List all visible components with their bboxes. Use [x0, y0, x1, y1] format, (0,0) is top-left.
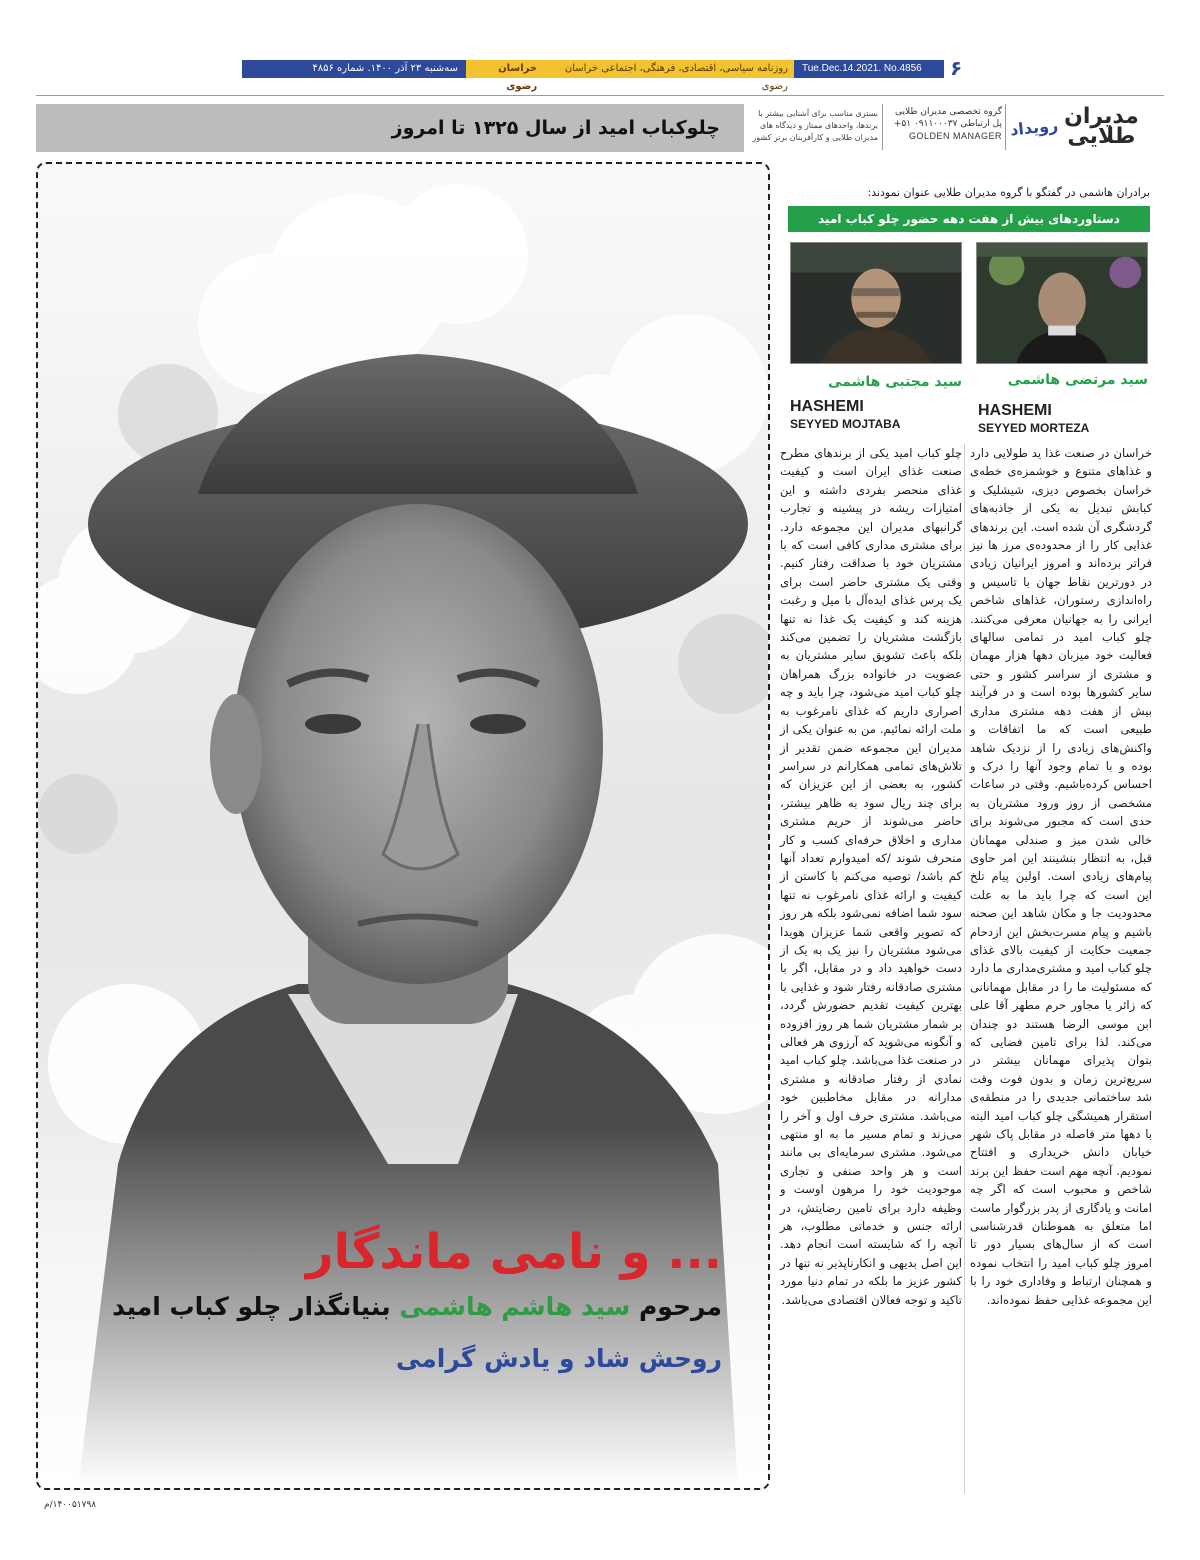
logo-main-text	[1064, 104, 1139, 149]
name-fa-mojtaba: سید مجتبی هاشمی	[828, 374, 962, 390]
article-headline: دستاوردهای بیش از هفت دهه حضور چلو کباب امید	[788, 206, 1150, 232]
newspaper-tagline-box	[466, 60, 794, 92]
founder-portrait-photo	[38, 164, 768, 1488]
page-number: ۶	[950, 56, 963, 80]
column-divider	[964, 444, 965, 1494]
logo-line-2: طلایی	[1067, 124, 1136, 149]
group-phone: پل ارتباطی ۰۹۱۱۰۰۰۳۷ ۵۱+	[893, 119, 1002, 129]
poster-suffix: بنیانگذار چلو کباب امید	[112, 1292, 391, 1321]
date-en: Tue.Dec.14.2021. No.4856	[794, 60, 944, 78]
poster-founder-name: سید هاشم هاشمی	[399, 1292, 631, 1321]
page-title: چلوکباب امید از سال ۱۳۲۵ تا امروز	[391, 117, 720, 139]
article-intro: برادران هاشمی در گفتگو با گروه مدیران طلایی عنوان نمودند:	[867, 186, 1150, 199]
header-title-bar	[36, 104, 744, 152]
header-divider	[1005, 104, 1006, 150]
name-en-mojtaba-2: SEYYED MOJTABA	[790, 417, 901, 431]
article-column-mojtaba: چلو کباب امید یکی از برندهای مطرح صنعت غذای ایران است و کیفیت غذای منحصر بفردی داشته و این امتیازات ریشه در پیشینه و تجارب گرانبهای مدیران این مجموعه دارد. برای مشتری مداری کافی است که با مشتریان خود با صداقت رفتار کنیم. وقتی یک مشتری حاضر است برای یک پرس غذای ایده‌آل با میل و رغبت هزینه کند و کیفیت یک غذا نه تنها بازگشت مشتریان را تضمین می‌کند بلکه باعث تشویق سایر مشتریان به عضویت در خانواده بزرگ همراهان چلو کباب امید می‌شود، چرا باید و چه اصراری داریم که غذای نامرغوب به ملت ارائه نمائیم. من به عنوان یکی از مدیران این مجموعه ضمن تقدیر از تلاش‌های تمامی همکارانم در سراسر کشور، به بعضی از این عزیزان که برای چند ریال سود به ظاهر بیشتر، حاضر می‌شوند از حریم مشتری مداری و اخلاق حرفه‌ای کسب و کار منحرف شوند /که امیدوارم تعداد آنها کم باشد/ توصیه می‌کنم با کاستن از کیفیت و ارائه غذای نامرغوب نه تنها سود شما اضافه نمی‌شود بلکه هر روز که تصویر واقعی شما عزیزان هویدا می‌شود مشتریان را نیز یک به یک از دست خواهید داد و در مقابل، اگر با مشتری صادقانه رفتار شود و غذایی با بهترین کیفیت تقدیم حضورش گردد، بر شمار مشتریان شما هر روز افزوده و آنگونه می‌شوید که آرزوی هر فعالی در صنعت غذا می‌باشد. چلو کباب امید نمادی از رفتار صادقانه و مشتری مدارانه در مقابل مخاطبین خود می‌باشد. مشتری حرف اول و آخر را می‌زند و تمام مسیر ما به او منتهی می‌شود. مشتری سرمایه‌ای بی مانند است و هر واحد صنفی و تجاری موجودیت خود را مرهون اوست و وظیفه دارد برای تامین رضایتش، در ارائه جنس و خدماتی مطلوب، هر آنچه را که شایسته است انجام دهد. این اصل بدیهی و انکارناپذیر نه تنها در کشور عزیز ما بلکه در تمام دنیا مورد تاکید و توجه فعالان اقتصادی می‌باشد.	[780, 446, 962, 1307]
memorial-poster	[36, 162, 770, 1490]
newspaper-brand: خراسان رضوی	[498, 63, 538, 92]
header-description: بستری مناسب برای آشنایی بیشتر با برندها، واحدهای ممتاز و دیدگاه های مدیران طلایی و کارآفرینان برتر کشور	[752, 109, 878, 142]
logo-sub-text: رویداد	[1009, 115, 1059, 139]
ad-code: ۱۴۰۰۵۱۷۹۸/م	[44, 1500, 97, 1510]
poster-prefix: مرحوم	[638, 1292, 722, 1321]
group-english-name: GOLDEN MANAGER	[908, 131, 1002, 141]
name-en-morteza-2: SEYYED MORTEZA	[978, 421, 1090, 435]
name-en-morteza-1: HASHEMI	[978, 402, 1052, 419]
header-contact	[888, 106, 1002, 142]
portrait-morteza	[976, 242, 1148, 364]
article-column-morteza: خراسان در صنعت غذا ید طولایی دارد و غذاهای متنوع و خوشمزه‌ی خطه‌ی خراسان بخصوص دیزی، شیشلیک و کبابش تبدیل به یکی از جاذبه‌های گردشگری آن شده است. این برندهای غذایی کار را از محدوده‌ی مرز ها نیز فراتر برده‌اند و امروز ایرانیان زیادی در دورترین نقاط جهان با تاسیس و راه‌اندازی رستوران، غذاهای شاخص ایرانی را به جهانیان معرفی می‌کنند. چلو کباب امید در تمامی سالهای فعالیت خود میزبان دهها هزار مهمان و مشتری از سراسر کشور و حتی سایر کشورها بوده است و در فرآیند بیش از هفت دهه مشتری مداری طبیعی است که ما اتفاقات و واکنش‌های زیادی را از نزدیک شاهد بوده و با تمام وجود آنها را درک و احساس کرده‌باشیم. وقتی در ساعات مشخصی از روز ورود مشتریان به حدی است که مجبور می‌شوند برای خالی شدن میز و صندلی مهمانان قبل، به انتظار بنشینند این امر حاوی پیام‌های زیادی است. اولین پیام تلخ این است که چرا باید ما به علت محدودیت جا و مکان شاهد این صحنه باشیم و پیام مسرت‌بخش این ازدحام جمعیت حکایت از کیفیت بالای غذای چلو کباب امید و مشتری‌مداری ما دارد که مسئولیت ما را در مقابل مهمانانی که زائر یا مجاور حرم مطهر آقا علی ابن موسی الرضا هستند دو چندان می‌کند. لذا برای تامین فضایی که بتوان پذیرای مهمانان بیشتر در سریع‌ترین زمان و بدون فوت وقت شد ساختمانی جدیدی را در منطقه‌ی استقرار همیشگی چلو کباب امید البته با دهها متر فاصله در مقابل پاک شهر خیابان دانش خریداری و افتتاح نمودیم. آنچه مهم است حفظ این برند شاخص و محبوب است که اگر چه امانت و یادگاری از پدر بزرگوار ماست اما متعلق به هموطنان قدرشناسی است که از سال‌های بسیار دور تا امروز چلو کباب امید را انتخاب نموده و همچنان ارتباط و وفاداری خود را با این مجموعه غذایی حفظ نموده‌اند.	[970, 446, 1152, 1307]
golden-manager-logo	[1010, 104, 1160, 150]
top-rule	[36, 95, 1164, 96]
logo-line-1: مدیران	[1064, 104, 1139, 129]
date-fa: سه‌شنبه ۲۳ آذر ۱۴۰۰. شماره ۴۸۵۶	[242, 60, 466, 78]
poster-wish: روحش شاد و یادش گرامی	[396, 1344, 722, 1373]
portrait-mojtaba	[790, 242, 962, 364]
top-strip	[242, 60, 944, 92]
header-divider	[882, 104, 883, 150]
newspaper-tagline: روزنامه سیاسی، اقتصادی، فرهنگی، اجتماعی خراسان رضوی	[564, 63, 788, 92]
name-fa-morteza: سید مرتضی هاشمی	[1007, 372, 1148, 388]
name-en-mojtaba-1: HASHEMI	[790, 398, 864, 415]
poster-founder-line	[82, 1292, 722, 1321]
poster-title: ... و نامی ماندگار	[305, 1224, 722, 1280]
group-name: گروه تخصصی مدیران طلایی	[895, 107, 1002, 117]
